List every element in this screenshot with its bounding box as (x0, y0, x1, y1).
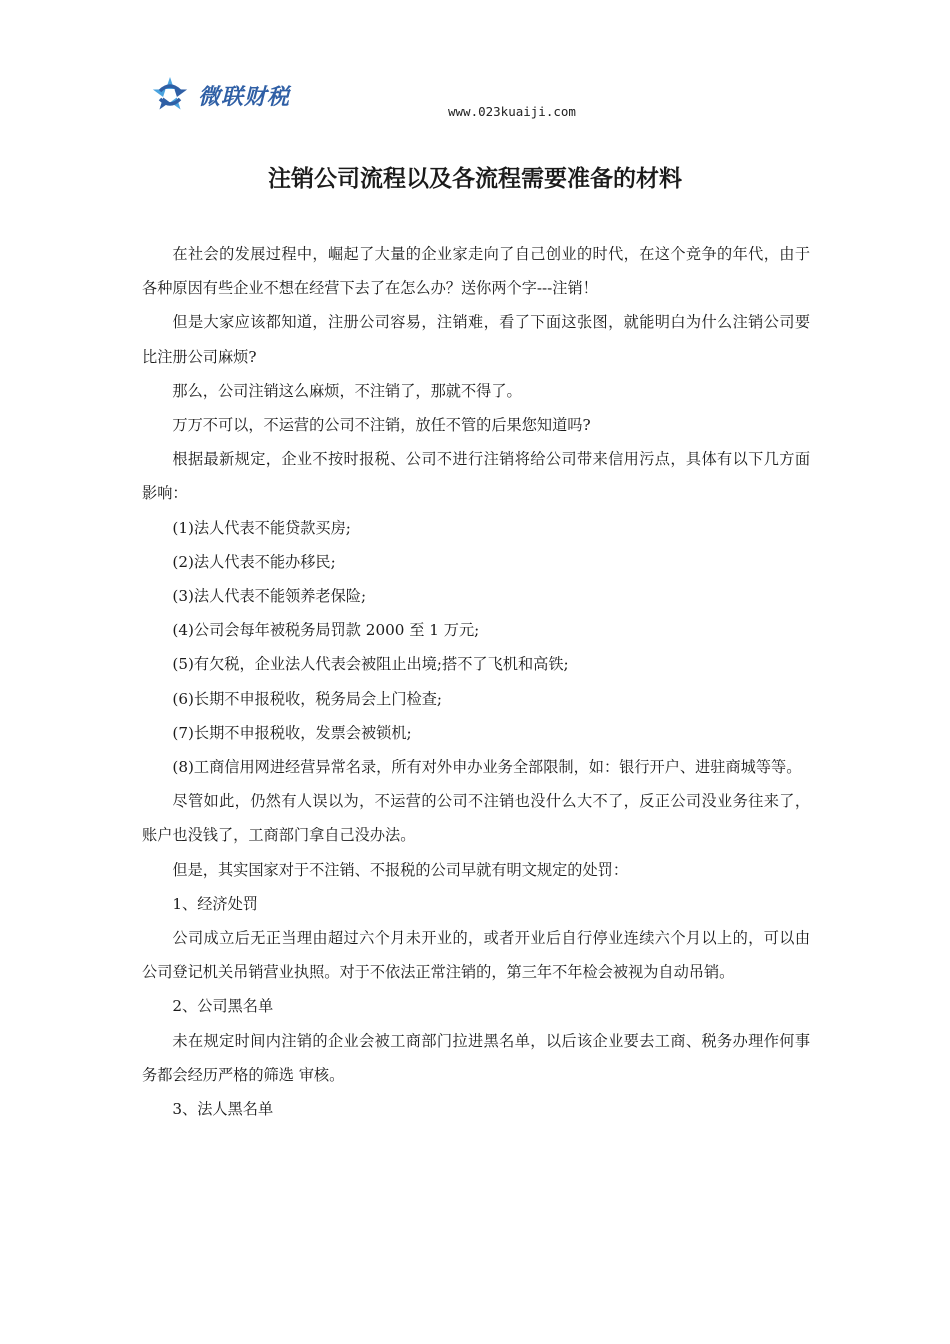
logo-text: 微联财税 (198, 84, 291, 110)
section-heading: 1、经济处罚 (172, 894, 258, 913)
list-item: (3)法人代表不能领养老保险; (172, 587, 367, 606)
paragraph: 尽管如此，仍然有人误以为，不运营的公司不注销也没什么大不了，反正公司没业务往来了，账户也没钱了，工商部门拿自己没办法。 (142, 792, 810, 845)
paragraph: 未在规定时间内注销的企业会被工商部门拉进黑名单，以后该企业要去工商、税务办理作何事务都会经历严格的筛选 审核。 (142, 1031, 810, 1084)
paragraph: 但是大家应该都知道，注册公司容易，注销难，看了下面这张图，就能明白为什么注销公司要比注册公司麻烦? (142, 313, 810, 366)
list-item: (5)有欠税，企业法人代表会被阻止出境;搭不了飞机和高铁; (172, 655, 569, 674)
paragraph: 但是，其实国家对于不注销、不报税的公司早就有明文规定的处罚： (172, 860, 629, 879)
list-item: (8)工商信用网进经营异常名录，所有对外申办业务全部限制，如：银行开户、进驻商城等等。 (172, 758, 802, 777)
paragraph: 万万不可以，不运营的公司不注销，放任不管的后果您知道吗? (172, 416, 591, 435)
list-item: (6)长期不申报税收，税务局会上门检查; (172, 689, 443, 708)
site-url[interactable]: www.023kuaiji.com (448, 104, 576, 119)
list-item: (7)长期不申报税收，发票会被锁机; (172, 723, 412, 742)
document-title: 注销公司流程以及各流程需要准备的材料 (268, 166, 682, 192)
list-item: (1)法人代表不能贷款买房; (172, 518, 351, 537)
section-heading: 3、法人黑名单 (172, 1100, 274, 1119)
paragraph: 在社会的发展过程中，崛起了大量的企业家走向了自己创业的时代，在这个竞争的年代，由于各种原因有些企业不想在经营下去了在怎么办？送你两个字---注销！ (142, 245, 810, 298)
list-item: (4)公司会每年被税务局罚款 2000 至 1 万元; (172, 621, 480, 640)
list-item: (2)法人代表不能办移民; (172, 552, 336, 571)
star-logo-icon (150, 75, 190, 115)
paragraph: 那么，公司注销这么麻烦，不注销了，那就不得了。 (172, 381, 522, 400)
brand-logo (150, 74, 290, 116)
paragraph: 公司成立后无正当理由超过六个月未开业的，或者开业后自行停业连续六个月以上的，可以由公司登记机关吊销营业执照。对于不依法正常注销的，第三年不年检会被视为自动吊销。 (142, 929, 810, 982)
section-heading: 2、公司黑名单 (172, 997, 274, 1016)
paragraph: 根据最新规定，企业不按时报税、公司不进行注销将给公司带来信用污点，具体有以下几方面影响： (142, 450, 810, 503)
document-body (142, 237, 810, 1126)
